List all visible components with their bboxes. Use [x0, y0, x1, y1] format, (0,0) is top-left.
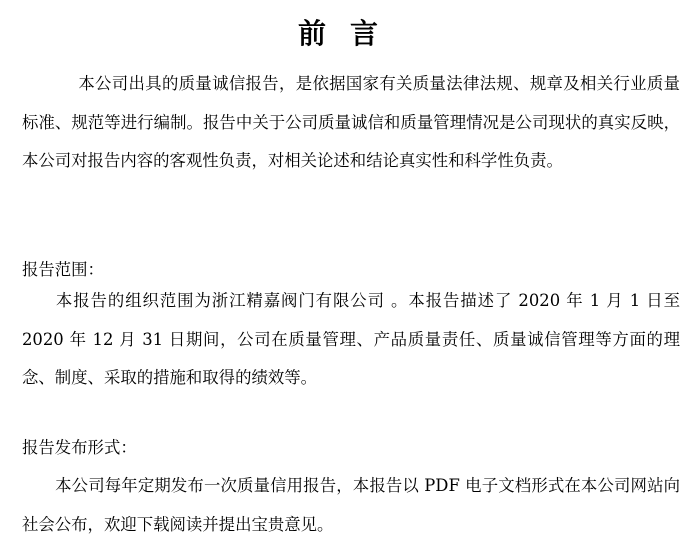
release-paragraph — [22, 467, 680, 544]
intro-paragraph — [22, 65, 680, 181]
intro-text: 本公司出具的质量诚信报告，是依据国家有关质量法律法规、规章及相关行业质量标准、规范等进行编制。报告中关于公司质量诚信和质量管理情况是公司现状的真实反映，本公司对报告内容的客观性负责，对相关论述和结论真实性和科学性负责。 — [22, 74, 680, 171]
scope-paragraph — [22, 282, 680, 398]
page-title: 前言 — [297, 17, 402, 50]
scope-heading: 报告范围： — [22, 260, 104, 279]
scope-text: 本报告的组织范围为浙江精嘉阀门有限公司 。本报告描述了 2020 年 1 月 1 日至 2020 年 12 月 31 日期间，公司在质量管理、产品质量责任、质量诚信管理等方面的理念、制度、采取的措施和取得的绩效等。 — [22, 291, 680, 388]
release-text: 本公司每年定期发布一次质量信用报告，本报告以 PDF 电子文档形式在本公司网站向社会公布，欢迎下载阅读并提出宝贵意见。 — [22, 476, 680, 534]
release-heading: 报告发布形式： — [22, 438, 137, 457]
